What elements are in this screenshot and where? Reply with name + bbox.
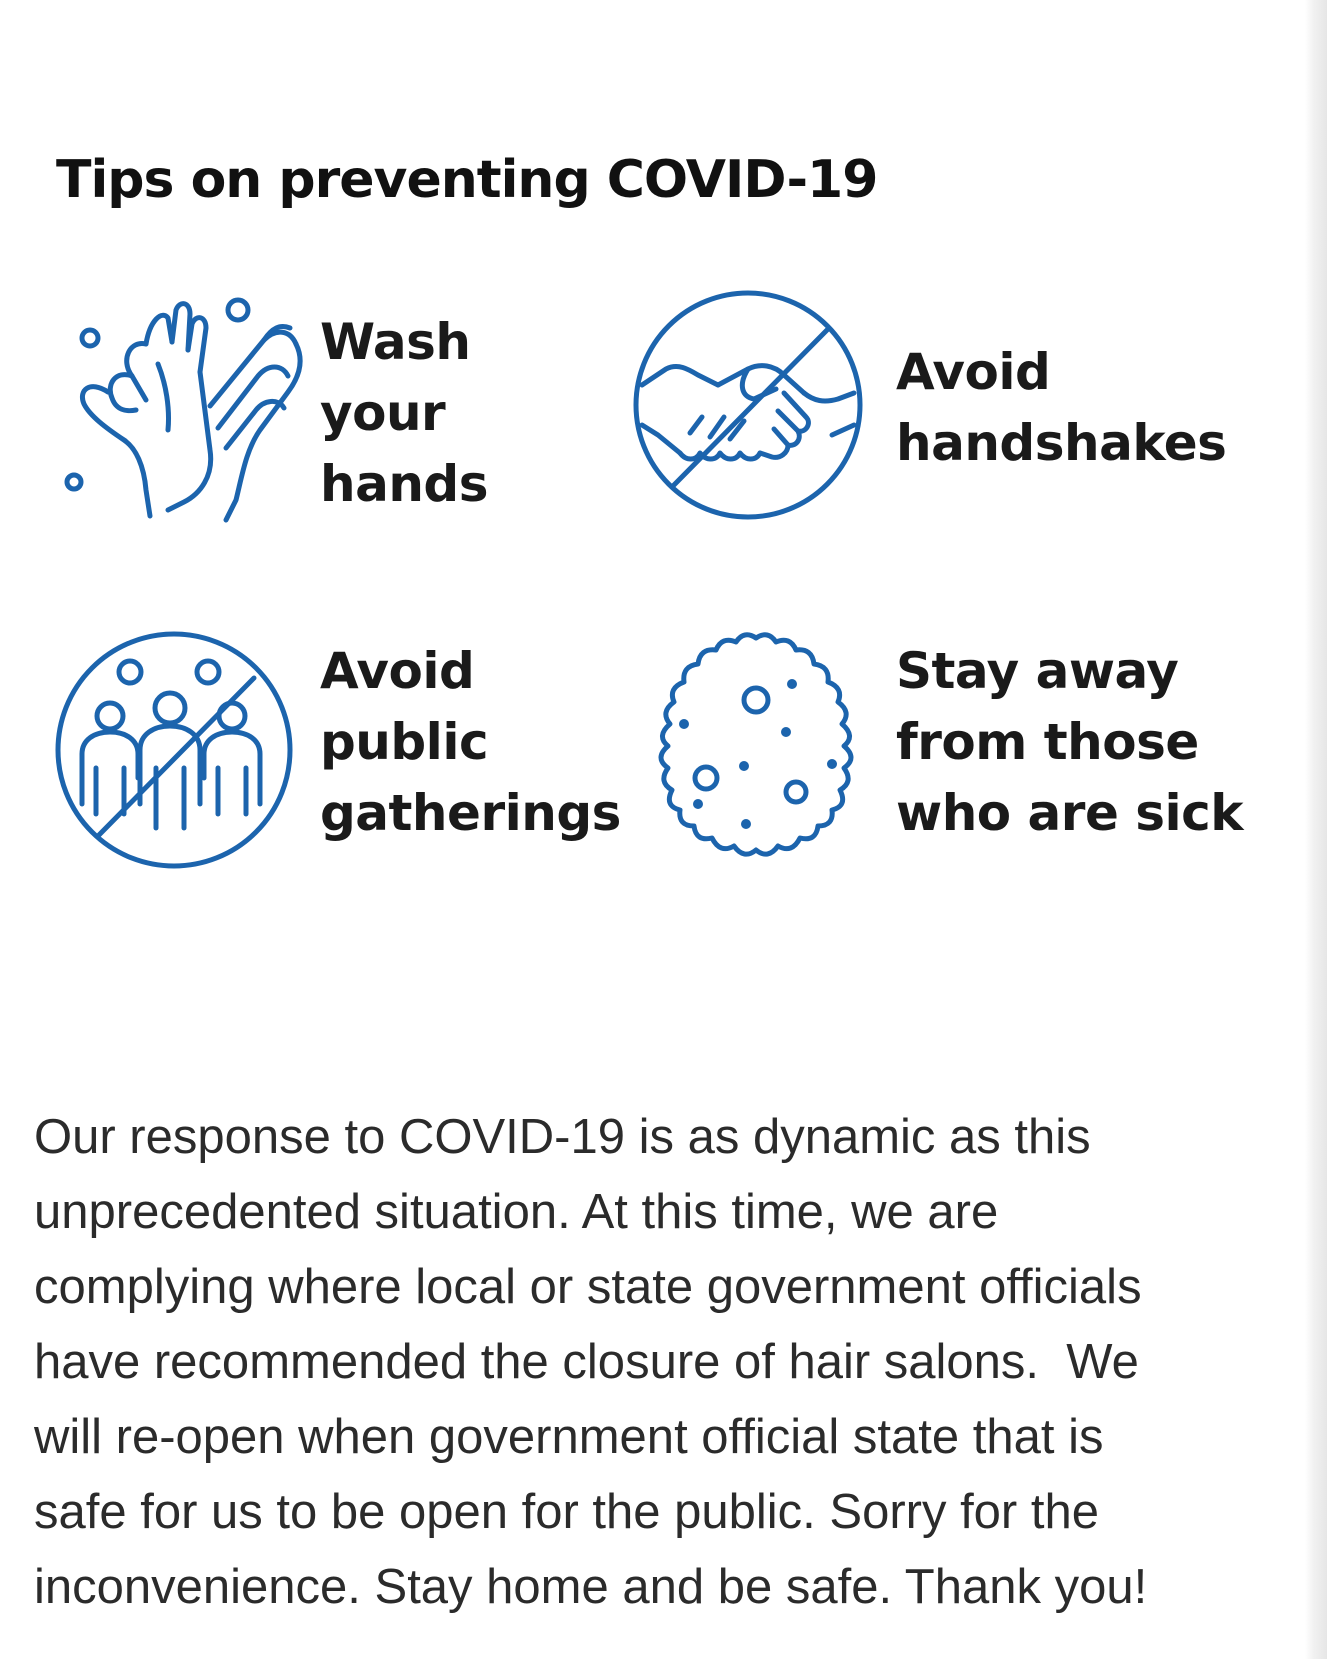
notice-line: will re-open when government official state that is [34, 1410, 1104, 1464]
tip-label [896, 636, 1243, 849]
tip-label-line: who are sick [896, 784, 1244, 842]
virus-germ-icon [636, 628, 876, 873]
closure-notice [34, 1100, 1274, 1625]
notice-line: have recommended the closure of hair salons. We [34, 1335, 1139, 1389]
tip-label-line: Avoid [320, 642, 475, 700]
notice-line: complying where local or state government officials [34, 1260, 1142, 1314]
page-title: Tips on preventing COVID-19 [56, 150, 878, 210]
no-handshake-icon [628, 285, 868, 525]
tip-label-line: from those [896, 713, 1199, 771]
tip-label-line: handshakes [896, 414, 1227, 472]
tip-label-line: Stay away [896, 642, 1179, 700]
tip-label-line: hands [320, 455, 488, 513]
notice-line: unprecedented situation. At this time, we are [34, 1185, 999, 1239]
tip-label-line: Wash [320, 313, 471, 371]
page-edge-shadow [1305, 0, 1327, 1659]
notice-line: safe for us to be open for the public. Sorry for the [34, 1485, 1099, 1539]
hand-washing-icon [50, 280, 310, 540]
tip-label [896, 337, 1226, 479]
notice-line: inconvenience. Stay home and be safe. Thank you! [34, 1560, 1148, 1614]
tip-label [320, 636, 621, 849]
tip-label-line: gatherings [320, 784, 621, 842]
notice-line: Our response to COVID-19 is as dynamic as this [34, 1110, 1091, 1164]
tip-label-line: your [320, 384, 446, 442]
tip-label-line: public [320, 713, 489, 771]
no-gatherings-icon [52, 628, 297, 873]
tip-label [320, 307, 488, 520]
tip-label-line: Avoid [896, 343, 1051, 401]
